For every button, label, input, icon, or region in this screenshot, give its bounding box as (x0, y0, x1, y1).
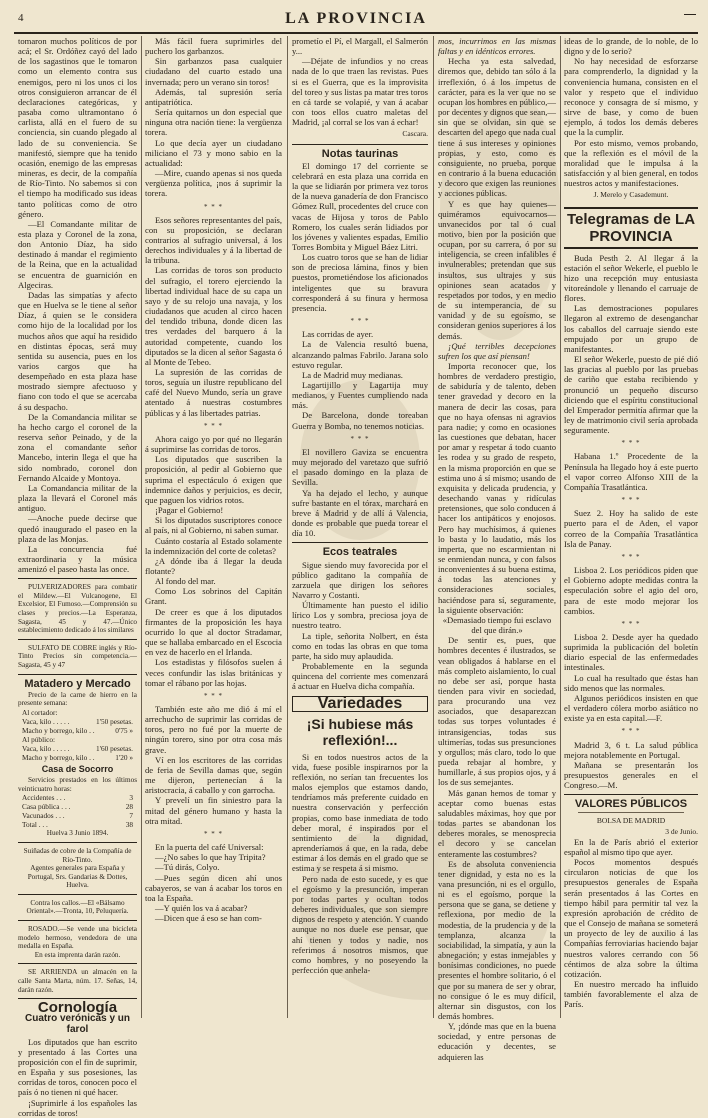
paragraph: La tiple, señorita Nolbert, en ésta como en todas las obras en que toma parte, ha sido muy aplaudida. (292, 630, 428, 661)
paragraph: No hay necesidad de esforzarse para comprenderlo, la dignidad y la conveniencia humana, consisten en el valor y respeto que el individuo reconoce y consagra de sí mismo, y sirve de base, y como de buen ejemplo, á todos los demás deberes que la la cumplir. (564, 56, 698, 138)
paragraph: El señor Wekerle, puesto de pié dió las gracias al pueblo por las pruebas de cariño que estaba recibiendo y pronunció un pequeño discurso diciendo que el espíritu constitucional del Emperador permitía afirmar que la ley de matrimonio civil sería aprobada seguramente. (564, 354, 698, 436)
advertisement: Agentes generales para España y Portugal, Srs. Gandarias & Dottes, Huelva. (27, 864, 128, 890)
paragraph: ideas de lo grande, de lo noble, de lo digno y de lo serio? (564, 36, 698, 57)
paragraph: ¡Suprimirle á los españoles las corridas de toros! (18, 1097, 137, 1118)
advertisement: En esta imprenta darán razón. (34, 950, 121, 959)
list-item-label: Casa pública . . . (22, 802, 71, 812)
list-item-value: 1'60 pesetas. (96, 743, 133, 753)
price-list (18, 708, 137, 762)
paragraph: Lisboa 2. Desde ayer ha quedado suprimida la publicación del boletín diario especial de las enfermedades intestinales. (564, 631, 698, 673)
divider (18, 963, 137, 964)
column-divider (287, 36, 288, 1018)
section-ornament: * * * (350, 317, 370, 326)
article-subheading: Cuatro verónicas y un farol (24, 1013, 131, 1035)
advertisement: ROSADO.—Se vende una bicicleta modelo hermoso, vendedora de una medalla en España. (18, 925, 137, 951)
paragraph: Ahora caigo yo por qué no llegarán á suprimirse las corridas de toros. (145, 433, 282, 455)
paragraph: Buda Pesth 2. Al llegar á la estación el señor Wekerle, el pueblo le hizo una recepción muy entusiasta vitoreándole y llenando el carruaje de flores. (564, 252, 698, 304)
paragraph: De creer es que á los diputados firmantes de la proposición les haya ocurrido lo que al doctor Stradamar, que se hallaba embarcado en el Escocia en vez de hacerlo en el Irlanda. (145, 606, 282, 658)
paragraph: Ya ha dejado el lecho, y aunque sufre bastante en el tórax, marchará en breve á Madrid y de allí á Valencia, donde es probable que pueda torear el día 10. (292, 487, 428, 539)
paragraph: ¡Pagar el Gobierno! (155, 505, 224, 516)
section-ornament: * * * (621, 727, 641, 736)
paragraph: Y es que hay quienes—quiméramos equivocarnos—unvanecidos por tal ó cual motivo, bien por la posición que ocupan, por su carrera, ó por su inteligencia, se creen infalibles é invulnerables; pretendan que sus insultos, sus ultrajes y sus opiniones sean acatados y respetados por todos, y en medio de su intemperancia, de su vanidad y de su egoísmo, se consideran genios superiores á los demás. (438, 198, 556, 341)
services-list (18, 793, 137, 829)
article-title: ¡Si hubiese más reflexión!... (306, 715, 414, 748)
paragraph: La de Madrid muy medianas. (302, 369, 403, 380)
paragraph: Lagartijillo y Lagartija muy medianos, y Fuentes cumpliendo nada más. (292, 380, 428, 411)
paragraph: Habana 1.º Procedente de la Península ha llegado hoy á este puerto el vapor correo Alfonso XIII de la Compañía Trasatlántica. (564, 451, 698, 492)
advertisement: SE ARRIENDA un almacén en la calle Santa Marta, núm. 17. Señas, 14, darán razón. (18, 968, 137, 994)
paragraph: Las demostraciones populares llegaron al extremo de desenganchar los caballos del carruaje siendo este empujado por un grupo de manifestantes. (564, 303, 698, 354)
divider (18, 842, 137, 843)
paragraph: Lisboa 2. Los periódicos piden que el Gobierno adopte medidas contra la especulación sobre el agio del oro, para de este modo mejorar los cambios. (564, 565, 698, 616)
paragraph: Si los diputados suscriptores conoce al país, ni al Gobierno, ni saben sumar. (145, 515, 282, 536)
paragraph: Probablemente en la segunda quincena del corriente mes comenzará á actuar en Huelva dicha compañía. (292, 661, 428, 692)
list-item-value: 38 (125, 820, 133, 830)
list-item (18, 820, 137, 829)
paragraph: Las corridas de ayer. (302, 329, 374, 340)
section-ornament: * * * (621, 552, 641, 561)
section-heading-telegramas: Telegramas de LA PROVINCIA (564, 207, 698, 249)
list-item (18, 753, 137, 762)
advertisement: Contra los callos.—El «Bálsamo Oriental».—Tronta, 10, Peluquería. (26, 898, 129, 916)
paragraph: —¿No sabes lo que hay Tripita? (155, 852, 266, 863)
paragraph: Algunos periódicos insisten en que el verdadero cólera morbo asiático no existe ya en esta capital.—F. (564, 692, 698, 724)
list-item-label: Total . . . (22, 820, 48, 830)
paragraph: Cuánto costaría al Estado solamente la indemnización del corte de coletas? (145, 535, 282, 556)
paragraph: La Comandancia militar de la plaza la llevará el Coronel más antiguo. (18, 482, 137, 514)
paragraph: tomaron muchos políticos de por acá; el Sr. Ordóñez cayó del lado de los sagastinos que le tomaron como un elemento contra sus enemigos, pero ni los unos ci los otros consiguieron arrancar de él declaraciones categóricas, y pasaba como ultramontano ó carlista, allá en el fuero de su conciencia, sin cuando plegado al lado de su conveniencia. Se manifestó, siempre que ha tenido ocasión, enemigo de las empresas mineras, es decir, de la compañía de Río-Tinto. No sabemos si con el tiempo ha modificado sus ideas tanto políticas como de otro género. (18, 36, 137, 219)
page-number: 4 (18, 12, 24, 24)
list-item-label: Macho y borrego, kilo . . (22, 752, 95, 762)
divider (18, 920, 137, 921)
column-3 (292, 36, 428, 1018)
paragraph: Últimamente han puesto el idilio lírico Los y sombra, preciosa joya de nuestro teatro. (292, 600, 428, 631)
section-ornament: * * * (621, 439, 641, 448)
list-item (18, 717, 137, 726)
newspaper-title: LA PROVINCIA (285, 10, 427, 27)
list-item-value: 1'20 » (115, 752, 133, 762)
divider (292, 542, 428, 543)
list-item-value: 0'75 » (115, 725, 133, 735)
paragraph: Mañana se presentarán los presupuestos generales en el Congreso.—M. (564, 759, 698, 791)
divider (292, 144, 428, 145)
list-item-value: 3 (129, 793, 133, 803)
paragraph: De la Comandancia militar se ha hecho cargo el coronel de la reserva señor Peinado, y de la zona el comandante señor Mancebo, interin llega el que ha sido nombrado, coronel don Fernando Alcaide y Montoya. (18, 411, 137, 483)
paragraph: Precio de la carne de hierro en la presente semana: (18, 690, 137, 708)
paragraph: —Pues según dicen ahí unos cabayeros, se van á acabar los toros en toa la España. (145, 872, 282, 903)
paragraph: —Tú dirás, Colyo. (155, 862, 220, 873)
advertisement: SULFATO DE COBRE inglés y Río-Tinto Precios sin competencia.—Sagasta, 45 y 47 (18, 643, 137, 670)
signature: Cascara. (402, 129, 428, 139)
list-item-value: 28 (125, 802, 133, 812)
list-item (18, 793, 137, 802)
divider (564, 794, 698, 795)
paragraph: —Y quién los va á acabar? (155, 902, 248, 913)
paragraph: En la puerta del café Universal: (155, 842, 264, 853)
list-item-label: Vaca, kilo . . . . . (22, 716, 70, 726)
list-item (18, 744, 137, 753)
divider (18, 894, 137, 895)
section-heading-valores: VALORES PÚBLICOS (574, 798, 688, 811)
list-item (18, 735, 137, 744)
section-ornament: * * * (204, 202, 223, 211)
paragraph: El domingo 17 del corriente se celebrará en esta plaza una corrida en la que se lidiarán por primera vez toros de la nueva ganadería de don Francisco Gómez Rull, procedentes del cruce con vacas de Hijosa y toros de Pablo Romero, los cuales serán lidiados por los jóvenes y valientes espadas, Emilio Torres Bombita y Miguel Báez Litri. (292, 160, 428, 252)
paragraph: También este año me dió á mí el arrechucho de suprimir las corridas de toros, pero no fué por la muerte de ningún torero, sino por otra cosa más grave. (145, 704, 282, 755)
paragraph: De sentir es, pues, que hombres decentes é ilustrados, se vean obligados á hablarse en el más completo aislamiento, lo cual no debe ser así, porque hasta tienden para vivir en sociedad, para procurando una vez asociados, que desaparezcan todas sus torpes voluntades é intransigencias, todas sus ultimerías, todas sus presunciones y orgullos; más claro, todo lo que pueda rebajar al hombre, y humillarle, á sus propios ojos, y á los de sus semejantes. (438, 635, 556, 788)
column-5 (564, 36, 698, 1018)
column-4 (438, 36, 556, 1062)
paragraph: Sería quitarnos un don especial que ninguna otra nación tiene: la vergüenza torera. (145, 107, 282, 138)
paragraph: prometío el Pí, el Margall, el Salmerón y... (292, 36, 428, 57)
divider (18, 639, 137, 640)
paragraph: Los cuatro toros que se han de lidiar son de preciosa lámina, finos y bien puestos, prometiéndose los aficionados inteligentes que su bravura corresponderá á su finura y hermosa presencia. (292, 252, 428, 313)
list-item (18, 802, 137, 811)
paragraph: En nuestro mercado ha influido también favorablemente el alza de París. (564, 978, 698, 1010)
list-item-label: Vacunados . . . (22, 811, 65, 821)
list-item (18, 708, 137, 717)
list-item-label: Al cortador: (22, 707, 58, 717)
dateline: 3 de Junio. (665, 826, 698, 836)
paragraph: —Anoche puede decirse que quedó inaugurado el paseo en la plaza de las Monjas. (18, 513, 137, 544)
section-ornament: * * * (204, 829, 223, 838)
list-item-value: 7 (129, 811, 133, 821)
paragraph: La de Valencia resultó buena, alcanzando palmas Fabrilo. Jarana solo estuvo regular. (292, 339, 428, 370)
advertisement: Suiñadas de cobre de la Compañía de Río-Tinto. (23, 846, 132, 864)
list-item (18, 726, 137, 735)
list-item-label: Accidentes . . . (22, 793, 66, 803)
paragraph: Al fondo del mar. (155, 576, 216, 587)
column-1 (18, 36, 137, 1118)
column-divider (141, 36, 142, 1018)
paragraph: ¿A dónde iba á llegar la deuda flotante? (145, 555, 282, 576)
paragraph: —El Comandante militar de esta plaza y Coronel de la zona, don Antonio Díaz, ha sido destinado á mandar el regimiento de la Reina, que en la actualidad se encuentra de guarnición en Algeciras. (18, 218, 137, 290)
paragraph: Pero nada de esto sucede, y es que el egoísmo y la presunción, imperan por todas partes y ocultan todos deberes individuales, que son siempre dignos de respeto y atención. Y cuando aunque no nos duele ese pensar, que ahí tienen y todos y nadie, nos referimos á nosotros mismos, que como hombres, y no poseyendo la perfección que anhela- (292, 873, 428, 975)
section-ornament: * * * (621, 619, 641, 628)
paragraph: mos, incurrimos en las mismas faltas y en idénticos errores. (438, 36, 556, 57)
section-ornament: * * * (621, 496, 641, 505)
advertisement: PULVERIZADORES para combatir el Mildew.—El Vulcanogene, El Excelsior, El Fumoso.—Comprensión su clases y precios.—La Esperanza, Sagasta, 45 y 47.—Único establecimiento dedicado á los similares (18, 583, 137, 635)
paragraph: Además, tal supresión sería antipatriótica. (145, 86, 282, 107)
page-header (14, 6, 698, 34)
paragraph: Si en todos nuestros actos de la vida, fuese posible inspirarnos por la reflexión, no serían tan frecuentes los malos ejemplos que estamos dando, tendríamos más preferente cuidado en nuestra conservación y perfección propias, como base inmediata de todo deber moral, é inspirados por el sentimiento de la dignidad, aprenderíamos á que, en la rada, debe estimar á los demás en el grado que se estima y se respeta á si mismo. (292, 751, 428, 874)
section-heading-matadero: Matadero y Mercado (24, 677, 131, 690)
paragraph: —Déjate de infundios y no creas nada de lo que traen las revistas. Pues si es el Guerra, que es la improvisita del toreo y sus listas pa matar tres toros en cá tarde se volapié, y van á acabar con toos ellos cuatro maletas del Madrid, ¡al corral se los van á echar! (292, 56, 428, 128)
paragraph: —Mire, cuando apenas si nos queda vergüenza política, ¡nos á suprimir la torera. (145, 168, 282, 199)
divider (18, 578, 137, 579)
paragraph: Hecha ya esta salvedad, diremos que, debido tan sólo á la irreflexión, ó á los ímpetus de carácter, para es la ver que no se ocupan los hombres en público,—por decentes y dignos que sean,—sin que se olvidan, sin que se descarten del apego que nada cual tiene á sus intereses y opiniones propias, y esto, como es consiguiente, no prueba, porque en contrario á la buena educación y decoro que exigen las reuniones y acciones públicas. (438, 56, 556, 199)
paragraph: En la de París abrió el exterior español al mismo tipo que ayer. (564, 836, 698, 857)
section-ornament: * * * (204, 421, 223, 430)
paragraph: Las corridas de toros son producto del sufragio, el torero ejerciendo la libertad individual hace de su capa un sayo y de su relojo una navaja, y los ciudadanos que acuden al circo hacen del tendido tribuna, donde dicen las tres verdades del barquero á la autoridad competente, cuando los diputados se la dicen al señor Sagasta ó al Monte de Tebeo. (145, 265, 282, 367)
section-heading-socorro: Casa de Socorro (41, 763, 114, 774)
section-heading-ecos-teatrales: Ecos teatrales (322, 546, 398, 559)
paragraph: Servicios prestados en los últimos veinticuatro horas: (18, 776, 137, 793)
paragraph: Los diputados que suscriben la proposición, al pedir al Gobierno que suprima el espectáculo ó exigen que indemnice daños y perjuicios, es decir, que paguen los vidrios rotos. (145, 454, 282, 505)
paragraph: La supresión de las corridas de toros, seguía un ilustre republicano del café del Nuevo Mundo, sería un grave atentado á nuestras costumbres públicas y á las libertades patrias. (145, 367, 282, 418)
paragraph: —Dicen que á eso se han com- (155, 913, 262, 924)
paragraph: Lo cual ha resultado que éstas han sido menos que las normales. (564, 672, 698, 693)
dateline: Huelva 3 Junio 1894. (46, 829, 109, 838)
paragraph: ¡Qué terribles decepciones sufren los que así piensan! (438, 340, 556, 361)
list-item (18, 811, 137, 820)
header-dash (684, 14, 696, 18)
paragraph: Los diputados que han escrito y presentado á las Cortes una proposición con el fin de suprimir, en España y sus posesiones, las corridas de toros, conocen poco el país ó no tienen ni qué hacer. (18, 1036, 137, 1098)
paragraph: Dadas las simpatías y afecto que en Huelva se le tiene al señor Díaz, á quien se le considera como hijo de la localidad por los muchos años que aquí ha residido en distintas épocas, será muy sentida su ausencia, pues en los varios cargos que ha desempeñado en esta plaza hase mostrado siempre afectuoso y fiano con todo el que se acercaba á su despacho. (18, 289, 137, 412)
paragraph: Y prevelí un fin siniestro para la mitad del género humano y hasta la otra mitad. (145, 795, 282, 826)
paragraph: Es de absoluta conveniencia tener dignidad, y esta no es la vana presunción, ni es el orgullo, ni es el egoísmo, porque la persona que se gana, se detiene y reflexiona, por medio de la modestia, de la prudencia y de la templanza, alcanza la sociabilidad, la simpatía, y aun la abnegación; y estas inmejables y bonísimas condiciones, no puede presentes el hombre solitario, ó el que por su manera de ser y obrar, no consigue ó le es muy difícil, alternar sin disgustos, con los demás hombres. (438, 858, 556, 1021)
paragraph: Lo que decía ayer un ciudadano miliciano el 73 y mono sabio en la actualidad: (145, 137, 282, 168)
paragraph: Madrid 3, 6 t. La salud pública mejora notablemente en Portugal. (564, 739, 698, 760)
list-item-label: Macho y borrego, kilo . . (22, 725, 95, 735)
section-ornament: * * * (350, 434, 370, 443)
column-divider (433, 36, 434, 1018)
paragraph: De Barcelona, donde toreaban Guerra y Bomba, no tenemos noticias. (292, 410, 428, 431)
section-heading-cornologia: Cornología (37, 999, 118, 1017)
paragraph: Más fácil fuera suprimirles del puchero los garbanzos. (145, 36, 282, 57)
paragraph: Y, ¡dónde mas que en la buena sociedad, y entre personas de educación y decentes, se adquieren las (438, 1021, 556, 1062)
paragraph: Ví en los escritores de las corridas de feria de Sevilla damas que, según me dijeron, pertenecían á la aristocracia, á caballo y con garrocha. (145, 754, 282, 796)
paragraph: La concurrencia fué extraordinaria y la música amenizó el paseo hasta las once. (18, 543, 137, 575)
paragraph: Pocos momentos después circularon noticias de que los presupuestos generales de España serán presentados á las Cortes en tiempo hábil para permitir tal vez la expresión aprobación de crédito de que el Consejo de mañana se someterá un proyecto de ley de auxilio á las Compañías ferroviarias haciendo bajar nuestros valores cerrando con 56 céntimos de alza sobre la última cotización. (564, 857, 698, 979)
section-ornament: * * * (204, 691, 223, 700)
paragraph: Por esto mismo, vemos probando, que la reflexión es el móvil de la moralidad que le impulsa á la satisfacción y al bien general, en todos nuestros actos y manifestaciones. (564, 137, 698, 189)
section-subheading: BOLSA DE MADRID (596, 816, 666, 826)
paragraph: Importa reconocer que, los hombres de verdadero prestigio, de sabiduría y de talento, deben tener gravedad y decoro en la manera de decir las cosas, para que no haya ofensas ni agravios para nadie; y como en ocasiones las cuestiones que debatan, hacer por amar y respetar á todo cuanto les rodea y su grado de respeto, en la misma proporción en que se estima uno á sí mismo; usando de exquisita y delicada prudencia, y desechando vanas y ridículas pretensiones, que solo conducen á hacer los antipáticos y enojosos. Pero hay muchísimos, á quienes lo basta y lo laudatio, más los imperta, que no escarmientan ni se enmiendan nunca, y con falsos inconvenientes á su buena estima, á todas las atenciones y consideraciones sociales, haciéndose para sí, seguramente, la siguiente observación: (438, 361, 556, 615)
divider (18, 674, 137, 675)
paragraph: Suez 2. Hoy ha salido de este puerto para el de Aden, el vapor correo de la Compañía Trasatlántica Isla de Panay. (564, 508, 698, 549)
list-item-label: Al público: (22, 734, 56, 744)
paragraph: Los estadistas y filósofos suelen á veces confundir las islas británicas y tomar el rábano por las hojas. (145, 657, 282, 688)
column-divider (560, 36, 561, 1018)
paragraph: Más ganan hemos de tomar y aceptar como buenas estas saludables máximas, hoy que por todas partes se abandonan los deberes morales, se menosprecia el decoro y se cancelan enteramente las costumbres? (438, 787, 556, 859)
paragraph: Esos señores representantes del país, con su proposición, se declaran contrarios al sufragio universal, á los derechos individuales y á la libertad de la tribuna. (145, 214, 282, 266)
list-item-label: Vaca, kilo . . . . . (22, 743, 70, 753)
section-heading-notas-taurinas: Notas taurinas (321, 147, 399, 160)
signature: J. Merelo y Casademunt. (593, 190, 669, 200)
section-heading-variedades: Variedades (292, 696, 428, 712)
quotation: «Demasiado tiempo fui esclavo del que dirán.» (442, 614, 552, 636)
paragraph: Sin garbanzos pasa cualquier ciudadano del cuarto estado una invernada; pero un verano sin toros! (145, 56, 282, 87)
list-item-value: 1'50 pesetas. (96, 716, 133, 726)
divider (578, 812, 684, 813)
column-2 (145, 36, 282, 1018)
paragraph: Sigue siendo muy favorecida por el público gaditano la compañía de zarzuela que dirigen los señores Navarro y Costanti. (292, 559, 428, 600)
paragraph: El novillero Gaviza se encuentra muy mejorado del varetazo que sufrió el pasado domingo en la plaza de Sevilla. (292, 446, 428, 488)
paragraph: Como Los sobrinos del Capitán Grant. (145, 586, 282, 607)
